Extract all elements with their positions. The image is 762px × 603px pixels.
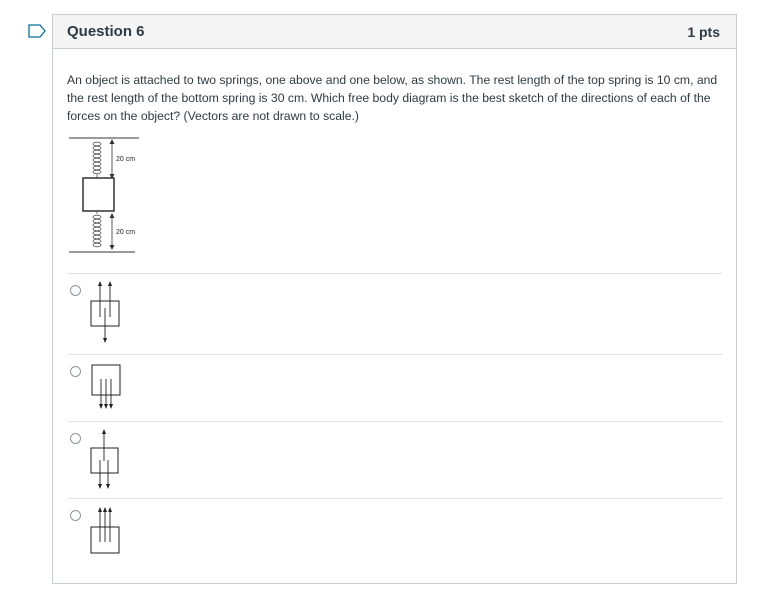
top-length-label: 20 cm — [116, 156, 136, 163]
answer-radio-d[interactable] — [70, 510, 81, 521]
free-body-diagram-d — [86, 505, 126, 561]
free-body-diagram-b — [86, 363, 126, 415]
answer-option-c[interactable] — [68, 421, 722, 498]
top-spring — [93, 142, 101, 174]
bottom-length-label: 20 cm — [116, 229, 136, 236]
question-card — [52, 14, 737, 584]
spring-system-figure — [67, 135, 197, 257]
question-header — [53, 15, 736, 49]
question-points: 1 pts — [687, 23, 720, 40]
object-block — [83, 178, 114, 211]
flag-question-icon[interactable] — [28, 24, 46, 38]
answer-list — [68, 273, 722, 568]
answer-radio-c[interactable] — [70, 433, 81, 444]
answer-radio-b[interactable] — [70, 366, 81, 377]
free-body-diagram-a — [86, 280, 126, 348]
answer-option-a[interactable] — [68, 273, 722, 354]
answer-option-b[interactable] — [68, 354, 722, 421]
bottom-spring — [93, 215, 101, 247]
answer-radio-a[interactable] — [70, 285, 81, 296]
answer-option-d[interactable] — [68, 498, 722, 568]
free-body-diagram-c — [86, 428, 126, 494]
question-title: Question 6 — [67, 23, 145, 40]
question-text: An object is attached to two springs, one above and one below, as shown. The rest length of the top spring is 10 cm, and the rest length of the bottom spring is 30 cm. Which free body diagram is the best sketch of the directions of each of the forces on the object? (Vectors are not drawn to scale.) — [67, 73, 718, 123]
